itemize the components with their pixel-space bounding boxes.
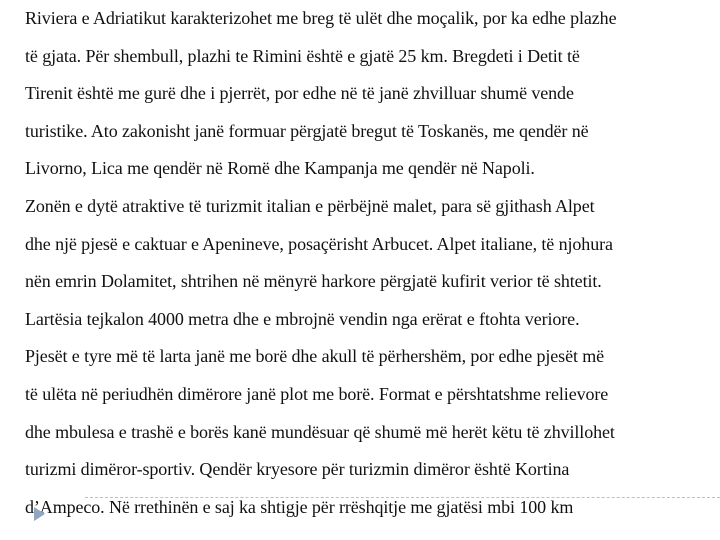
text-line: Pjesët e tyre më të larta janë me borë dhe akull të përhershëm, por edhe pjesët më bbox=[25, 346, 605, 367]
bullet-triangle-icon bbox=[34, 507, 45, 521]
text-line: dhe mbulesa e trashë e borës kanë mundësuar që shumë më herët këtu të zhvillohet bbox=[25, 421, 615, 442]
text-line: dhe një pjesë e caktuar e Apenineve, posaçërisht Arbucet. Alpet italiane, të njohura bbox=[25, 233, 613, 254]
text-line: Tirenit është me gurë dhe i pjerrët, por edhe në të janë zhvilluar shumë vende bbox=[25, 83, 574, 104]
text-line: Zonën e dytë atraktive të turizmit italian e përbëjnë malet, para së gjithash Alpet bbox=[25, 195, 595, 216]
dashed-divider bbox=[85, 497, 720, 498]
text-line: turizmi dimëror-sportiv. Qendër kryesore për turizmin dimëror është Kortina bbox=[25, 459, 570, 480]
text-line: d’Ampeco. Në rrethinën e saj ka shtigje për rrëshqitje me gjatësi mbi 100 km bbox=[25, 496, 574, 517]
text-line: Riviera e Adriatikut karakterizohet me breg të ulët dhe moçalik, por ka edhe plazhe bbox=[25, 8, 617, 28]
text-line: turistike. Ato zakonisht janë formuar përgjatë bregut të Toskanës, me qendër në bbox=[25, 120, 589, 141]
text-line: të ulëta në periudhën dimërore janë plot me borë. Format e përshtatshme relievore bbox=[25, 383, 609, 404]
text-line: Lartësia tejkalon 4000 metra dhe e mbrojnë vendin nga erërat e ftohta veriore. bbox=[25, 308, 580, 329]
document-body bbox=[25, 0, 720, 526]
text-line: Livorno, Lica me qendër në Romë dhe Kampanja me qendër në Napoli. bbox=[25, 158, 535, 179]
text-line: nën emrin Dolamitet, shtrihen në mënyrë harkore përgjatë kufirit verior të shtetit. bbox=[25, 271, 602, 292]
text-line: të gjata. Për shembull, plazhi te Rimini është e gjatë 25 km. Bregdeti i Detit të bbox=[25, 45, 580, 66]
